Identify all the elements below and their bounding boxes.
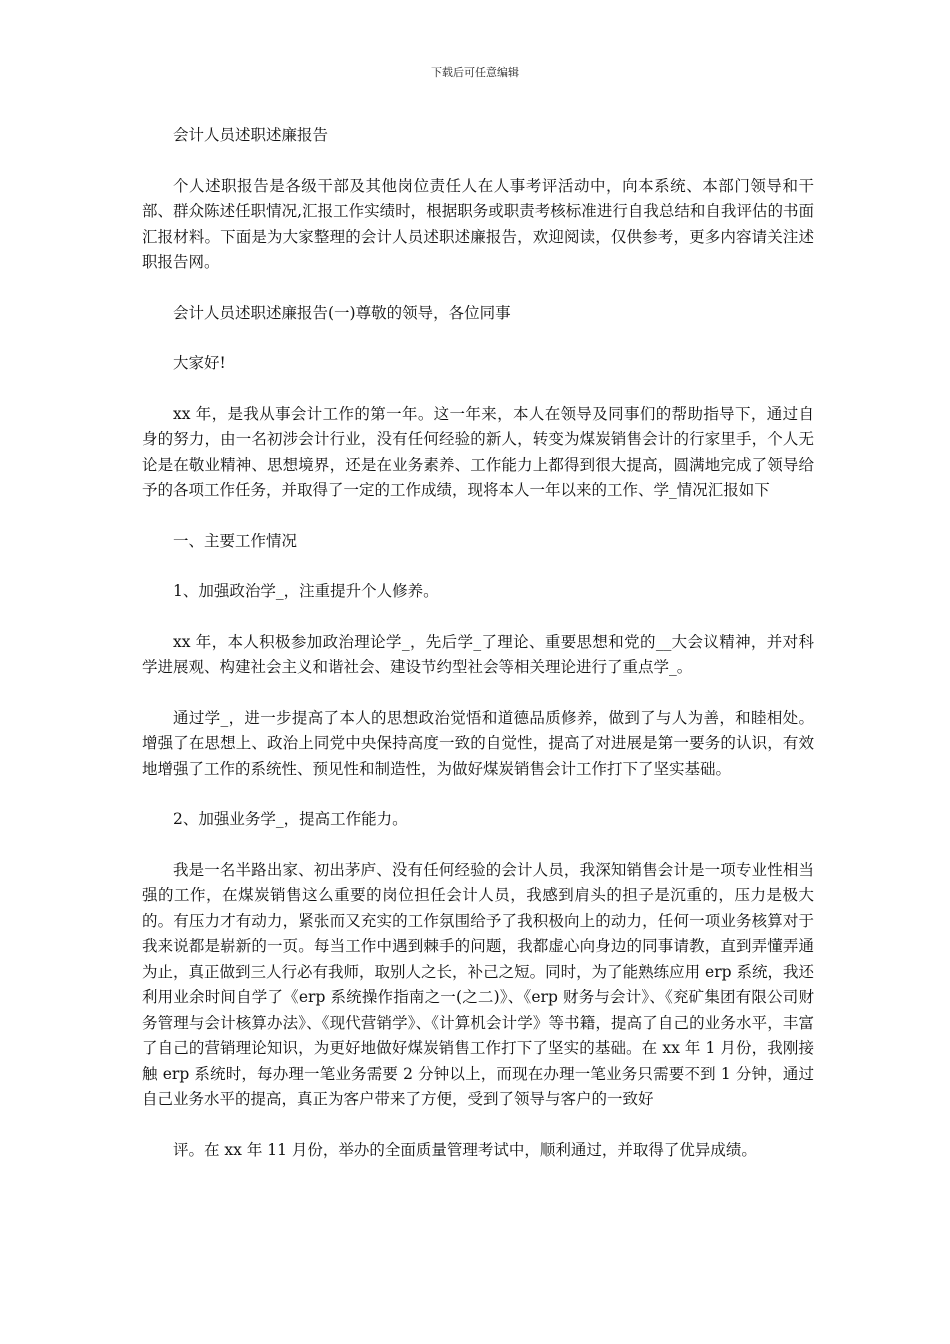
body-paragraph: xx 年，本人积极参加政治理论学_，先后学_了理论、重要思想和党的__大会议精神，并对科学进展观、构建社会主义和谐社会、建设节约型社会等相关理论进行了重点学_。	[142, 632, 814, 676]
greeting: 大家好!	[173, 354, 226, 372]
body-paragraph: 我是一名半路出家、初出茅庐、没有任何经验的会计人员，我深知销售会计是一项专业性相当强的工作，在煤炭销售这么重要的岗位担任会计人员，我感到肩头的担子是沉重的，压力是极大的。有压力才有动力，紧张而又充实的工作氛围给予了我积极向上的动力，任何一项业务核算对于我来说都是崭新的一页。每当工作中遇到棘手的问题，我都虚心向身边的同事请教，直到弄懂弄通为止，真正做到三人行必有我师，取别人之长，补己之短。同时，为了能熟练应用 erp 系统，我还利用业余时间自学了《erp 系统操作指南之一(之二)》、《erp 财务与会计》、《兖矿集团有限公司财务管理与会计核算办法》、《现代营销学》、《计算机会计学》等书籍，提高了自己的业务水平，丰富了自己的营销理论知识，为更好地做好煤炭销售工作打下了坚实的基础。在 xx 年 1 月份，我刚接触 erp 系统时，每办理一笔业务需要 2 分钟以上，而现在办理一笔业务只需要不到 1 分钟，通过自己业务水平的提高，真正为客户带来了方便，受到了领导与客户的一致好	[142, 860, 814, 1108]
subsection-heading: 2、加强业务学_，提高工作能力。	[173, 810, 408, 828]
body-paragraph: 评。在 xx 年 11 月份，举办的全面质量管理考试中，顺利通过，并取得了优异成绩。	[173, 1140, 757, 1159]
body-paragraph: xx 年，是我从事会计工作的第一年。这一年来，本人在领导及同事们的帮助指导下，通过自身的努力，由一名初涉会计行业，没有任何经验的新人，转变为煤炭销售会计的行家里手，个人无论是在敬业精神、思想境界，还是在业务素养、工作能力上都得到很大提高，圆满地完成了领导给予的各项工作任务，并取得了一定的工作成绩，现将本人一年以来的工作、学_情况汇报如下	[142, 404, 814, 499]
page-header: 下载后可任意编辑	[431, 66, 519, 79]
intro-paragraph: 个人述职报告是各级干部及其他岗位责任人在人事考评活动中，向本系统、本部门领导和干部、群众陈述任职情况,汇报工作实绩时，根据职务或职责考核标准进行自我总结和自我评估的书面汇报材料。下面是为大家整理的会计人员述职述廉报告，欢迎阅读，仅供参考，更多内容请关注述职报告网。	[142, 176, 814, 271]
body-paragraph: 通过学_，进一步提高了本人的思想政治觉悟和道德品质修养，做到了与人为善，和睦相处。增强了在思想上、政治上同党中央保持高度一致的自觉性，提高了对进展是第一要务的认识，有效地增强了工作的系统性、预见性和制造性，为做好煤炭销售会计工作打下了坚实基础。	[142, 708, 814, 778]
subsection-heading: 1、加强政治学_，注重提升个人修养。	[173, 582, 439, 600]
report-heading: 会计人员述职述廉报告(一)尊敬的领导，各位同事	[173, 303, 511, 322]
document-title: 会计人员述职述廉报告	[173, 126, 329, 144]
section-heading: 一、主要工作情况	[173, 531, 298, 550]
document-body	[142, 123, 814, 1188]
